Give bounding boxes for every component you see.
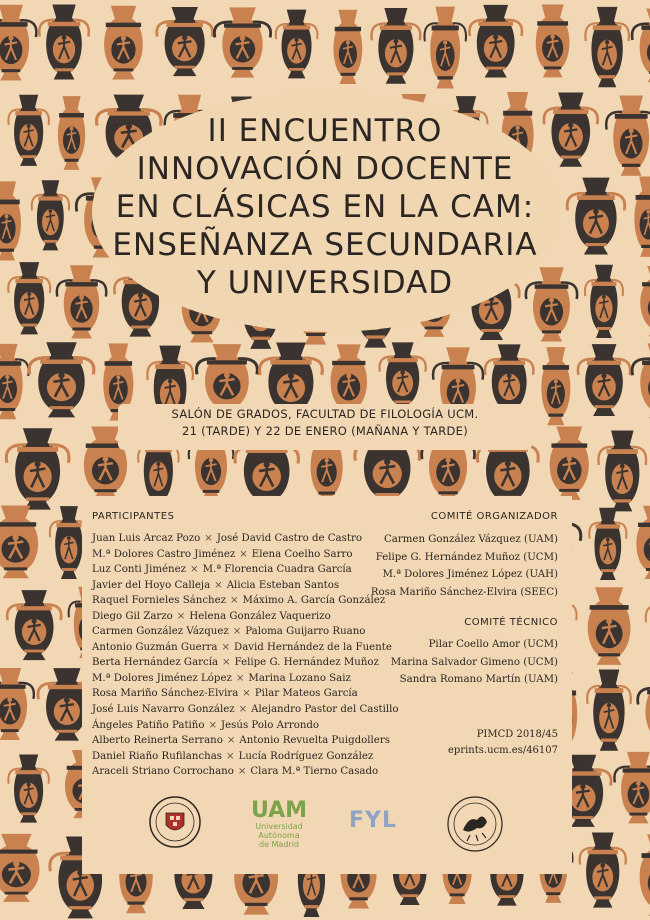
participant-name: Antonio Revuelta Puigdollers — [239, 735, 390, 747]
participant-name: Luz Conti Jiménez — [92, 564, 187, 576]
participant-name: Lucía Rodríguez González — [238, 750, 374, 762]
participant-name: Diego Gil Zarzo — [92, 610, 173, 622]
participant-row — [92, 624, 382, 640]
title-line-3: EN CLÁSICAS EN LA CAM: — [115, 189, 535, 225]
fyl-logo: FYL — [349, 808, 397, 833]
committee-member: Marina Salvador Gimeno (UCM) — [390, 656, 558, 668]
organizing-committee-heading: COMITÉ ORGANIZADOR — [430, 511, 558, 522]
separator-mark: × — [226, 750, 235, 762]
vase-icon — [104, 6, 143, 80]
participant-name: Berta Hernández García — [92, 657, 219, 669]
vase-icon — [636, 506, 650, 579]
participant-row — [92, 733, 390, 749]
participant-name: Alberto Reinerta Serrano — [92, 735, 223, 747]
participant-row — [92, 749, 382, 765]
vase-icon — [0, 181, 21, 260]
participant-name: Daniel Riaño Rufilanchas — [92, 750, 223, 762]
separator-mark: × — [235, 672, 245, 684]
participant-name: Juan Luis Arcaz Pozo — [92, 533, 201, 544]
vase-icon — [157, 7, 213, 76]
vase-icon — [550, 427, 589, 500]
participant-row — [92, 655, 382, 671]
participant-row — [92, 640, 392, 656]
vase-icon — [632, 343, 650, 418]
vase-icon — [614, 752, 650, 823]
vase-icon — [585, 265, 623, 338]
participant-name: Rosa Mariño Sánchez-Elvira — [92, 688, 239, 700]
vase-icon — [424, 7, 466, 89]
participant-row — [92, 562, 382, 578]
participant-name: José Luis Navarro González — [92, 704, 235, 716]
vase-icon — [334, 10, 363, 84]
participant-row — [92, 671, 382, 687]
event-title — [70, 112, 580, 302]
participant-name: Marina Lozano Saiz — [248, 672, 351, 684]
committee-member: M.ª Dolores Jiménez López (UAH) — [382, 569, 558, 580]
vase-icon — [380, 342, 426, 410]
participant-name: M.ª Dolores Jiménez López — [92, 672, 232, 684]
participant-name: Ángeles Patiño Patiño — [92, 719, 205, 731]
vase-icon — [214, 7, 270, 77]
seec-seal-logo — [446, 795, 504, 853]
committee-member: Rosa Mariño Sánchez-Elvira (SEEC) — [370, 586, 558, 598]
participant-name: Carmen González Vázquez — [92, 626, 229, 638]
technical-committee-heading: COMITÉ TÉCNICO — [464, 617, 558, 628]
participant-name: Felipe G. Hernández Muñoz — [234, 657, 379, 669]
participant-name: Clara M.ª Tierno Casado — [250, 766, 379, 778]
project-info — [420, 727, 558, 759]
title-line-1: II ENCUENTRO — [207, 113, 443, 149]
title-line-2: INNOVACIÓN DOCENTE — [136, 151, 514, 187]
participant-name: José David Castro de Castro — [216, 533, 362, 544]
uam-name-2: Autónoma — [258, 831, 300, 840]
vase-icon — [371, 8, 420, 84]
committee-member: Sandra Romano Martín (UAM) — [399, 674, 558, 685]
participant-row — [92, 686, 382, 702]
vase-icon — [0, 5, 36, 81]
vase-icon — [8, 754, 48, 822]
separator-mark: × — [226, 735, 236, 747]
uam-name-3: de Madrid — [258, 840, 299, 849]
participant-name: Raquel Fornieles Sánchez — [92, 595, 226, 607]
participant-name: Araceli Striano Corrochano — [92, 766, 234, 778]
participant-row — [92, 547, 382, 563]
title-line-5: Y UNIVERSIDAD — [196, 265, 454, 301]
vase-icon — [580, 832, 626, 907]
participant-row — [92, 702, 399, 718]
participant-name: Alicia Esteban Santos — [226, 579, 340, 591]
vase-icon — [7, 590, 61, 660]
organizing-committee-list — [368, 531, 558, 601]
committee-member: Pilar Coello Amor (UCM) — [428, 639, 558, 650]
participant-name: Pilar Mateos García — [254, 688, 358, 700]
project-code: PIMCD 2018/45 — [476, 729, 558, 740]
vase-icon — [0, 505, 38, 578]
vase-icon — [0, 344, 29, 419]
uam-mark: UAM — [250, 798, 308, 823]
separator-mark: × — [237, 766, 247, 778]
vase-icon — [0, 668, 34, 740]
vase-icon — [640, 834, 650, 915]
participants-heading: PARTICIPANTES — [92, 511, 175, 522]
vase-icon — [587, 669, 631, 750]
vase-icon — [589, 508, 626, 580]
vase-icon — [640, 266, 650, 336]
participant-row — [92, 578, 382, 594]
separator-mark: × — [214, 579, 223, 591]
vase-icon — [6, 428, 69, 509]
vase-icon — [8, 262, 50, 334]
vase-icon — [634, 176, 650, 256]
vase-icon — [39, 4, 89, 79]
separator-mark: × — [222, 657, 231, 669]
separator-mark: × — [232, 626, 242, 638]
venue-line-1: SALÓN DE GRADOS, FACULTAD DE FILOLOGÍA UCM. — [171, 407, 479, 421]
vase-icon — [8, 95, 49, 166]
participant-name: Máximo A. García González — [242, 595, 386, 607]
title-line-4: ENSEÑANZA SECUNDARIA — [112, 227, 538, 263]
vase-icon — [606, 96, 650, 176]
vase-icon — [646, 591, 650, 665]
committee-member: Felipe G. Hernández Muñoz (UCM) — [375, 551, 558, 563]
vase-icon — [598, 431, 646, 512]
participants-list — [92, 531, 399, 780]
separator-mark: × — [190, 564, 199, 576]
participant-name: Elena Coelho Sarro — [251, 548, 353, 560]
participant-name: Paloma Guijarro Ruano — [245, 626, 366, 638]
ucm-seal-logo — [148, 795, 202, 849]
vase-icon — [29, 342, 94, 417]
committee-member: Carmen González Vázquez (UAM) — [384, 534, 558, 545]
participant-row — [92, 531, 382, 547]
participant-name: David Hernández de la Fuente — [234, 641, 392, 653]
vase-icon — [0, 834, 40, 902]
participant-name: Jesús Polo Arrondo — [221, 719, 320, 731]
participant-name: Javier del Hoyo Calleja — [92, 579, 211, 591]
participant-name: M.ª Florencia Cuadra García — [202, 564, 352, 576]
participant-name: Helena González Vaquerizo — [189, 610, 331, 622]
vase-icon — [585, 7, 629, 87]
participant-name: M.ª Dolores Castro Jiménez — [92, 548, 236, 560]
vase-icon — [32, 180, 69, 250]
vase-icon — [536, 4, 570, 77]
vase-icon — [578, 344, 630, 416]
uam-logo — [248, 800, 310, 849]
separator-mark: × — [242, 688, 251, 700]
participant-row — [92, 718, 382, 734]
uam-name-1: Universidad — [255, 822, 303, 831]
separator-mark: × — [221, 641, 231, 653]
separator-mark: × — [229, 595, 239, 607]
participant-row — [92, 609, 382, 625]
separator-mark: × — [204, 533, 213, 544]
separator-mark: × — [208, 719, 218, 731]
participant-name: Antonio Guzmán Guerra — [92, 641, 218, 653]
separator-mark: × — [176, 610, 186, 622]
venue-line-2: 21 (TARDE) Y 22 DE ENERO (MAÑANA Y TARDE) — [181, 424, 469, 438]
project-url: eprints.ucm.es/46107 — [448, 745, 558, 756]
technical-committee-list — [368, 636, 558, 689]
participant-name: Alejandro Pastor del Castillo — [251, 704, 399, 716]
vase-icon — [469, 5, 522, 78]
venue-info — [118, 406, 532, 440]
vase-icon — [541, 347, 570, 425]
vase-icon — [588, 587, 631, 665]
vase-icon — [638, 673, 650, 747]
participant-row — [92, 593, 386, 609]
vase-icon — [632, 9, 650, 83]
separator-mark: × — [239, 548, 248, 560]
participant-row — [92, 764, 382, 780]
vase-icon — [276, 10, 318, 79]
separator-mark: × — [238, 704, 248, 716]
